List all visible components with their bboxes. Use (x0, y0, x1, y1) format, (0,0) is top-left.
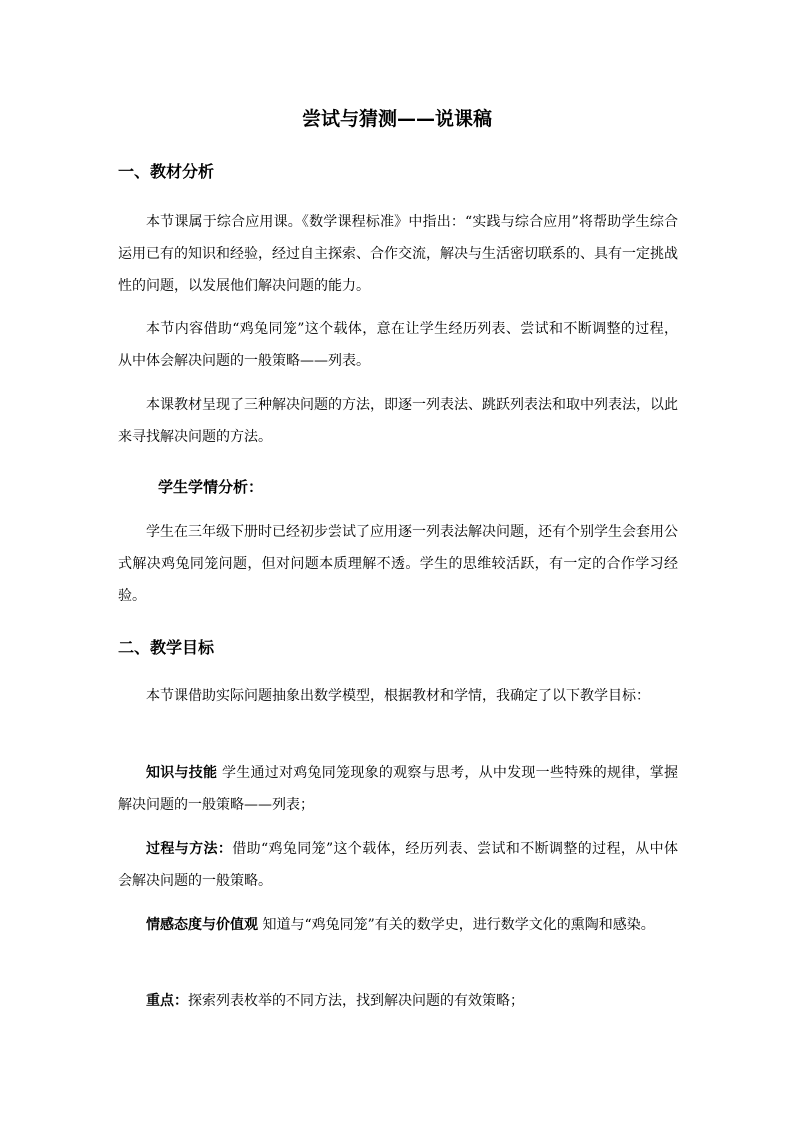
paragraph-student-analysis: 学生在三年级下册时已经初步尝试了应用逐一列表法解决问题，还有个别学生会套用公式解决鸡兔同笼问题，但对问题本质理解不透。学生的思维较活跃，有一定的合作学习经验。 (118, 524, 678, 604)
paragraph-key-point (118, 985, 678, 1017)
paragraph-knowledge-skills (118, 757, 678, 821)
section-heading-student-analysis: 学生学情分析： (158, 478, 264, 496)
label-emotion-values: 情感态度与价值观 (146, 917, 258, 933)
paragraph-three-methods: 本课教材呈现了三种解决问题的方法，即逐一列表法、跳跃列表法和取中列表法，以此来寻找解决问题的方法。 (118, 397, 678, 445)
paragraph-process-method (118, 833, 678, 897)
paragraph-emotion-values (118, 909, 678, 941)
paragraph-goals-intro: 本节课借助实际问题抽象出数学模型，根据教材和学情，我确定了以下教学目标： (146, 688, 650, 704)
label-key-point: 重点： (146, 993, 188, 1009)
text-emotion-values: 知道与“鸡兔同笼”有关的数学史，进行数学文化的熏陶和感染。 (258, 917, 655, 933)
section-heading-teaching-goals: 二、教学目标 (118, 638, 215, 657)
text-knowledge-skills: 学生通过对鸡兔同笼现象的观察与思考，从中发现一些特殊的规律，掌握解决问题的一般策略——列表； (118, 765, 679, 813)
page-title: 尝试与猜测——说课稿 (301, 108, 492, 130)
label-knowledge-skills: 知识与技能 (146, 765, 218, 781)
text-process-method: 借助“鸡兔同笼”这个载体，经历列表、尝试和不断调整的过程，从中体会解决问题的一般策略。 (118, 841, 678, 889)
label-process-method: 过程与方法： (146, 841, 233, 857)
paragraph-curriculum-standard: 本节课属于综合应用课。《数学课程标准》中指出：“实践与综合应用”将帮助学生综合运用已有的知识和经验，经过自主探索、合作交流，解决与生活密切联系的、具有一定挑战性的问题，以发展他们解决问题的能力。 (118, 214, 678, 294)
section-heading-textbook-analysis: 一、教材分析 (118, 162, 215, 181)
paragraph-chicken-rabbit-carrier: 本节内容借助“鸡兔同笼”这个载体，意在让学生经历列表、尝试和不断调整的过程，从中体会解决问题的一般策略——列表。 (118, 321, 678, 369)
text-key-point: 探索列表枚举的不同方法，找到解决问题的有效策略； (188, 993, 524, 1009)
